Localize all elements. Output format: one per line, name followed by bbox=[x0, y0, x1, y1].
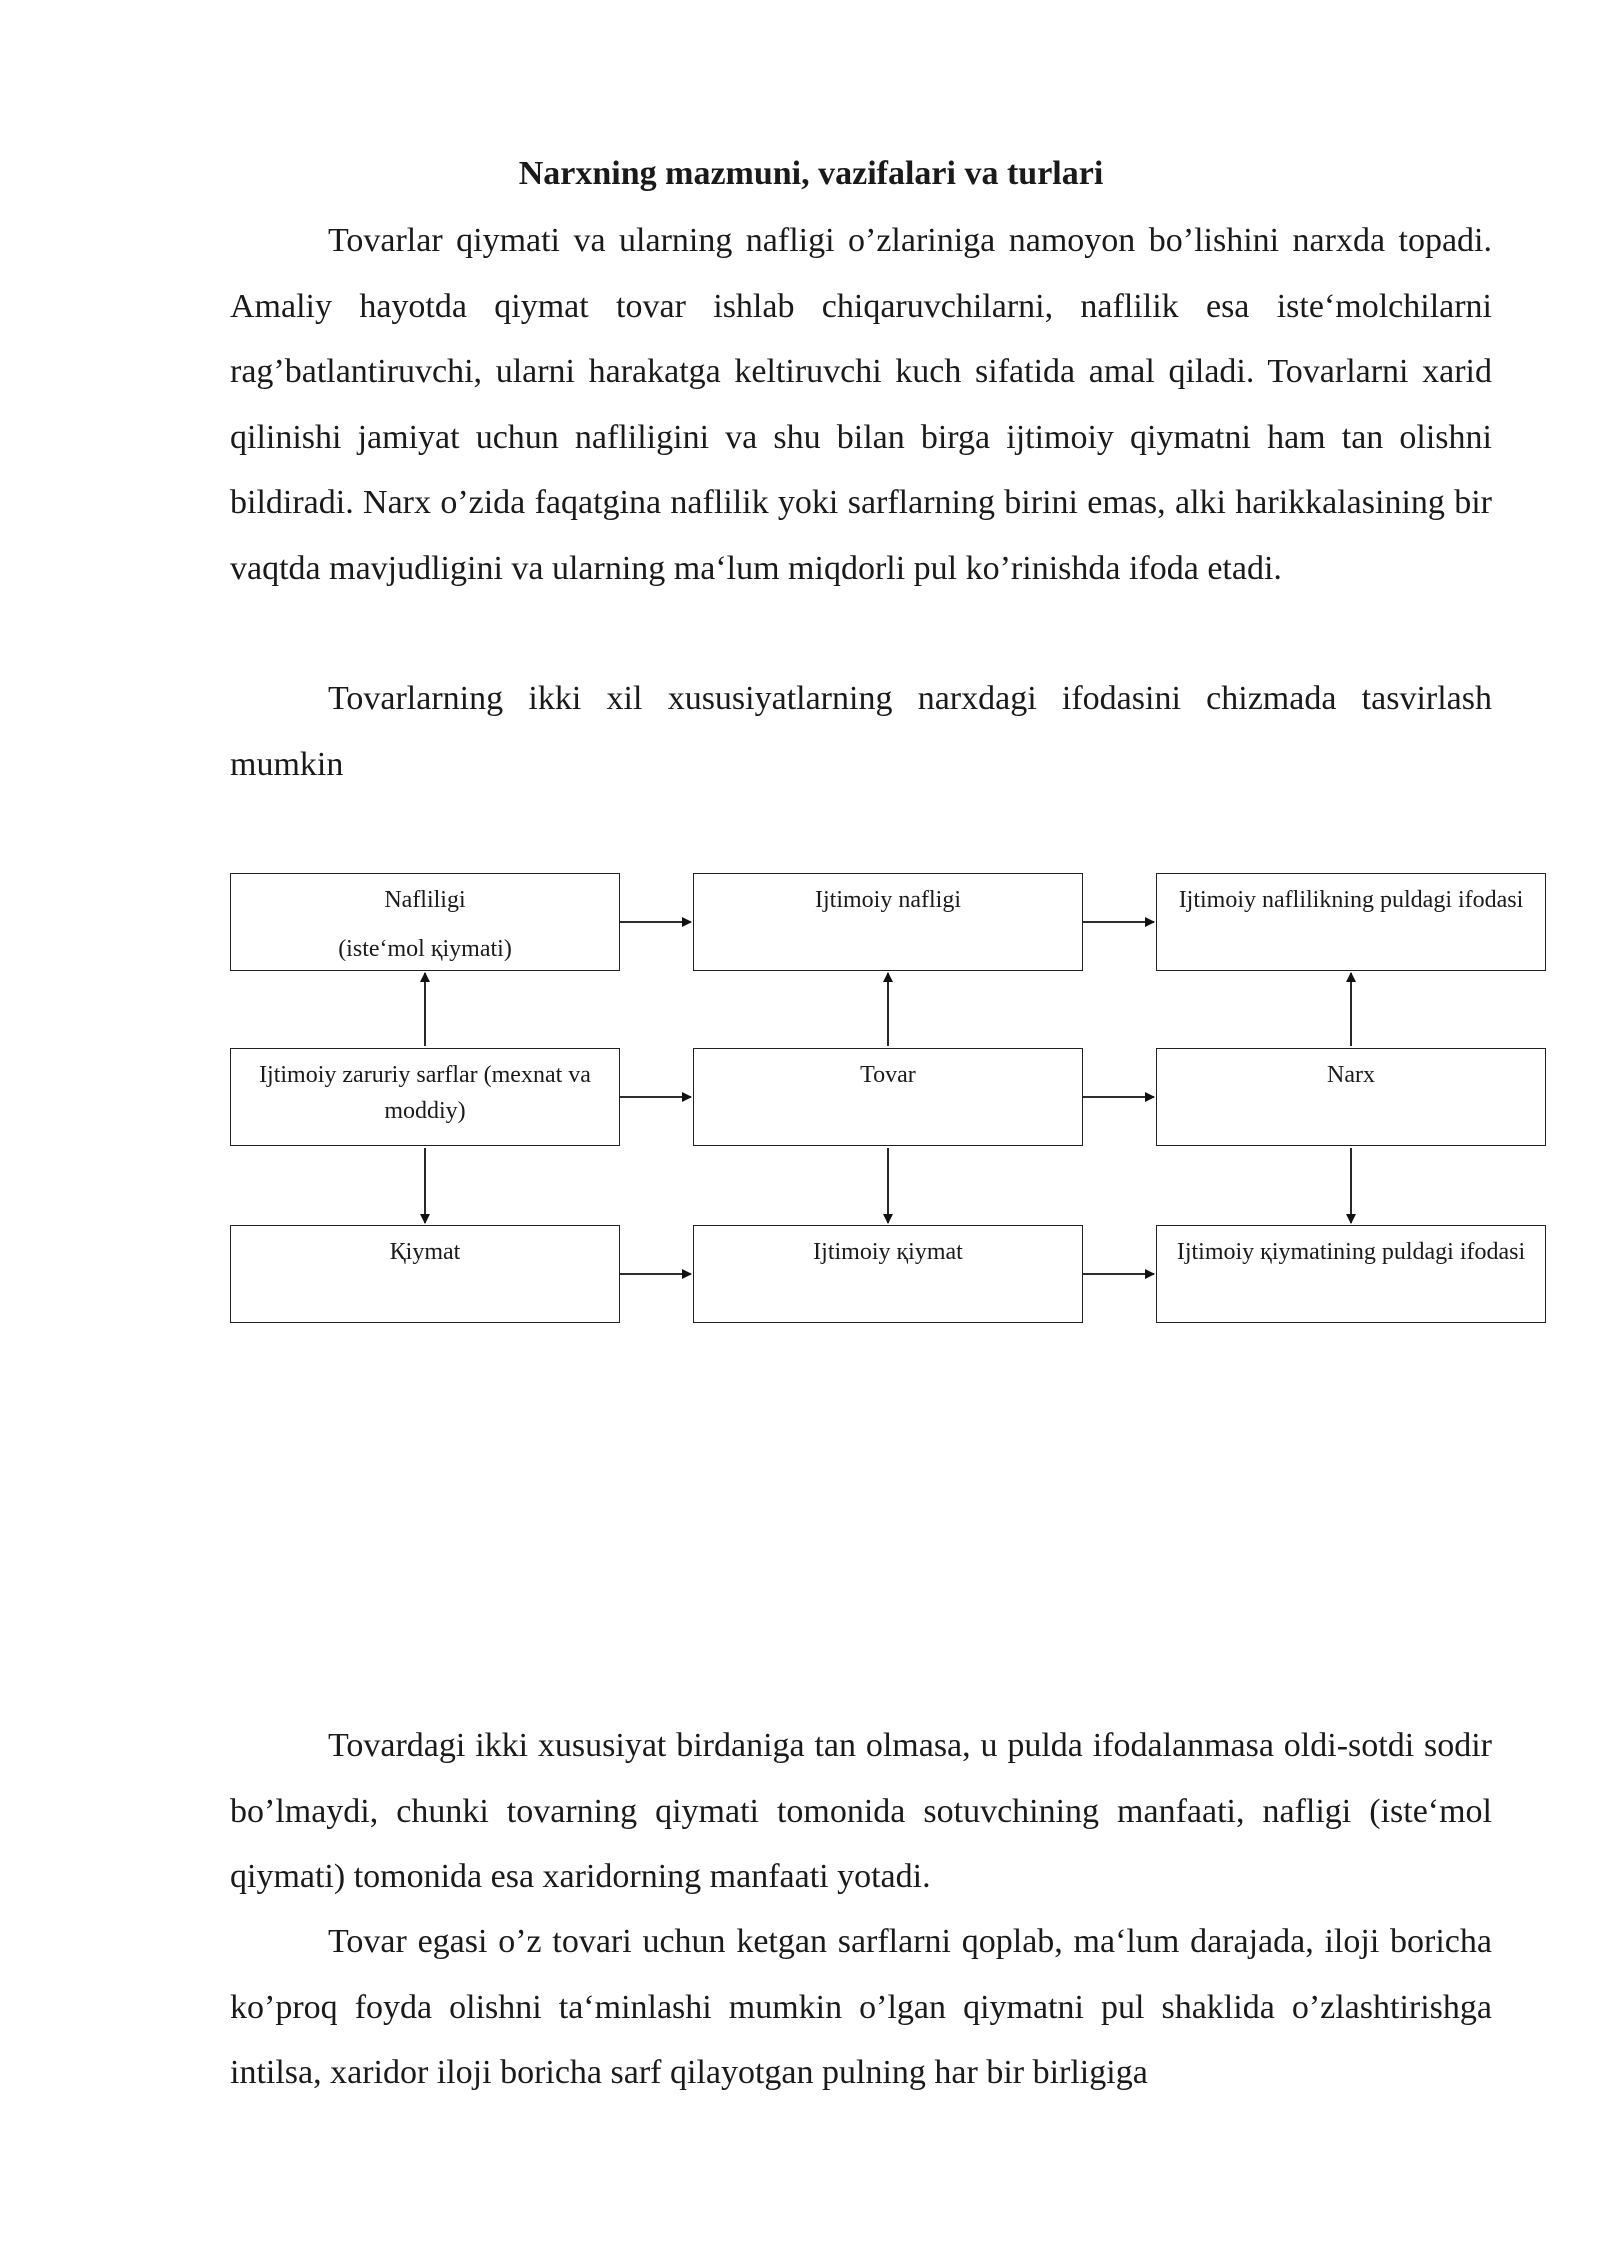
box-ijtimoiy-zaruriy-sarflar: Ijtimoiy zaruriy sarflar (meхnat va moddiy) bbox=[230, 1048, 620, 1146]
document-title: Narxning mazmuni, vazifalari va turlari bbox=[518, 155, 1104, 192]
paragraph-4: Tovar egasi o’z tovari uchun ketgan sarflarni qoplab, ma‘lum darajada, iloji boricha ko’proq foyda olishni ta‘minlashi mumkin o’lgan qiymatni pul shaklida o’zlashtirishga intilsa, xaridor iloji boricha sarf qilayotgan pulning har bir birligiga bbox=[230, 1923, 1492, 2091]
box-nafliligi-sublabel: (iste‘mol қiymati) bbox=[338, 936, 512, 962]
box-nafliligi bbox=[230, 873, 620, 971]
paragraph-1: Tovarlar qiymati va ularning nafligi o’zlariniga namoyon bo’lishini narxda topadi. Amaliy hayotda qiymat tovar ishlab chiqaruvchilarni, naflilik esa iste‘molchilarni rag’batlantiruvchi, ularni harakatga keltiruvchi kuch sifatida amal qiladi. Tovarlarni xarid qilinishi jamiyat uchun nafliligini va shu bilan birga ijtimoiy qiymatni ham tan olishni bildiradi. Narx o’zida faqatgina naflilik yoki sarflarning birini emas, alki harikkalasining bir vaqtda mavjudligini va ularning ma‘lum miqdorli pul ko’rinishda ifoda etadi. bbox=[230, 222, 1492, 587]
box-ijtimoiy-naflilik-puldagi: Ijtimoiy naflilikning puldagi ifodasi bbox=[1156, 873, 1546, 971]
box-narx: Narx bbox=[1156, 1048, 1546, 1146]
box-qiymat: Қiymat bbox=[230, 1225, 620, 1323]
box-ijtimoiy-qiymat: Ijtimoiy қiymat bbox=[693, 1225, 1083, 1323]
paragraph-3: Tovardagi ikki xususiyat birdaniga tan olmasa, u pulda ifodalanmasa oldi-sotdi sodir bo’lmaydi, chunki tovarning qiymati tomonida sotuvchining manfaati, nafligi (iste‘mol qiymati) tomonida esa xaridorning manfaati yotadi. bbox=[230, 1727, 1492, 1895]
paragraph-2: Tovarlarning ikki xil xususiyatlarning narxdagi ifodasini chizmada tasvirlash mumkin bbox=[230, 680, 1492, 783]
box-nafliligi-label: Nafliligi bbox=[384, 887, 466, 913]
box-ijtimoiy-qiymat-puldagi: Ijtimoiy қiymatining puldagi ifodasi bbox=[1156, 1225, 1546, 1323]
box-ijtimoiy-nafligi: Ijtimoiy nafligi bbox=[693, 873, 1083, 971]
box-tovar: Tovar bbox=[693, 1048, 1083, 1146]
